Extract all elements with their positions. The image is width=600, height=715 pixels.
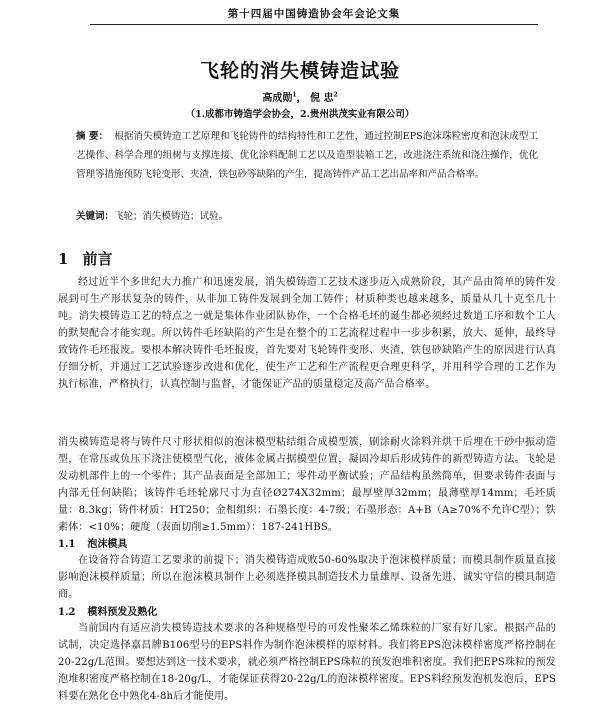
author-affiliation-marker: 1 — [292, 91, 297, 99]
body-paragraph: 消失模铸造是将与铸件尺寸形状相似的泡沫模型粘结组合成模型簇，刷涂耐火涂料并烘干后埋在干砂中振动造型，在常压或负压下浇注使模型气化，液体金属占据模型位置，凝固冷却后形成铸件的新型铸造方法。飞轮是发动机部件上的一个零件；其产品表面是全部加工；零件动平衡试验；产品结构虽然简单，但要求铸件表面与内部无任何缺陷；该铸件毛坯轮廓尺寸为直径Ø274X32mm；最厚壁厚32mm；最薄壁厚14mm；毛坯质量：8.3kg；铸件材质：HT250；金相组织：石墨长度：4-7级；石墨形态：A+B（A≥70%不允许C型）；铁素体：<10%；硬度（表面切削≥1.5mm）：187-241HBS。 — [58, 437, 556, 533]
subsection-title: 泡沫模具 — [87, 539, 128, 550]
subsection-number: 1.1 — [58, 539, 76, 550]
abstract — [76, 127, 538, 184]
subsection-heading — [58, 603, 157, 618]
subsection-heading — [58, 535, 127, 550]
keywords-label: 关键词： — [76, 211, 115, 222]
author-name: 倪 忠 — [310, 93, 334, 104]
author-affiliations: （1.成都市铸造学会协会，2.贵州洪茂实业有限公司） — [185, 109, 415, 120]
header-divider — [90, 24, 538, 25]
author-affiliation-marker: 2 — [333, 91, 338, 99]
running-header: 第十四届中国铸造协会年会论文集 — [90, 6, 538, 25]
author-separator: ， — [296, 93, 307, 104]
subsection-title: 模料预发及熟化 — [87, 607, 158, 618]
body-paragraph: 经过近半个多世纪大力推广和迅速发展，消失模铸造工艺技术逐步迈入成熟阶段，其产品由简单的铸件发展到可生产形状复杂的铸件，从非加工铸件发展到全加工铸件；材质种类也越来越多，质量从几十克至几十吨。消失模铸造工艺的特点之一就是集体作业团队协作，一个合格毛坯的诞生都必须经过数道工序和数个工人的默契配合才能实现。所以铸件毛坯缺陷的产生是在整个的工艺流程过程中一步步积累，放大、延伸，最终导致铸件毛坯报废。要根本解决铸件毛坯报废，首先要对飞轮铸件变形、夹渣，铁包砂缺陷产生的原因进行认真仔细分析，并通过工艺试验逐步改进和优化，使生产工艺和生产流程更合理更科学，并用科学合理的工艺作为执行标准，严格执行，认真控制与监督，才能保证产品的质量稳定及高产品合格率。 — [58, 277, 556, 390]
abstract-label: 摘 要： — [76, 131, 109, 142]
body-paragraph: 当前国内有适应消失模铸造技术要求的各种规格型号的可发性聚苯乙烯珠粒的厂家有好几家。根据产品的试制，决定选择嘉昌牌B106型号的EPS料作为制作泡沫模样的原材料。我们将EPS泡沫模样密度严格控制在20-22g/L范围。要想达到这一技术要求，就必须严格控制EPS珠粒的预发泡堆积密度。我们把EPS珠粒的预发泡堆积密度严格控制在18-20g/L，才能保证获得20-22g/L的泡沫模样密度。EPS料经预发泡机发泡后，EPS料要在熟化仓中熟化4-8h后才能使用。 — [58, 623, 556, 702]
subsection-number: 1.2 — [58, 607, 76, 618]
keywords — [76, 208, 538, 222]
body-paragraph: 在设备符合铸造工艺要求的前提下；消失模铸造成败50-60%取决于泡沫模样质量；而模具制作质量直接影响泡沫模样质量；所以在泡沫模具制作上必须选择模具制造技术力量雄厚、设备先进、诚实守信的模具制造商。 — [58, 555, 556, 600]
author-line — [0, 89, 600, 104]
keywords-text: 飞轮；消失模铸造；试验。 — [114, 211, 229, 222]
section-number: 1 — [58, 250, 69, 268]
abstract-text: 根据消失模铸造工艺原理和飞轮铸件的结构特性和工艺性，通过控制EPS泡沫珠粒密度和泡沫成型工艺操作、科学合理的组树与支撑连接、优化涂料配制工艺以及造型装箱工艺，改进浇注系统和浇注操作，优化管理等措施预防飞轮变形、夹渣，铁包砂等缺陷的产生，提高铸件产品工艺出品率和产品合格率。 — [76, 131, 538, 180]
author-name: 高成勋 — [262, 93, 293, 104]
article-title: 飞轮的消失模铸造试验 — [199, 60, 400, 82]
section-title: 前言 — [82, 250, 113, 268]
section-heading — [58, 248, 112, 269]
